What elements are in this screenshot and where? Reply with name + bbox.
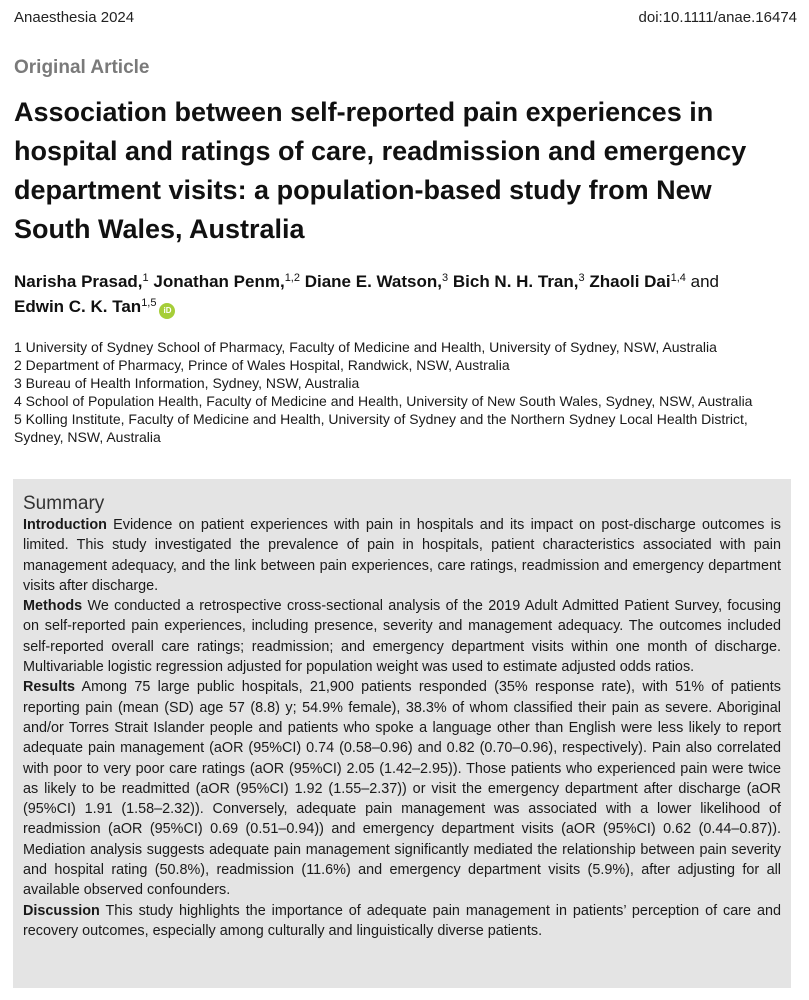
summary-results bbox=[23, 677, 781, 900]
summary-discussion bbox=[23, 901, 781, 942]
affiliation-item: 3 Bureau of Health Information, Sydney, NSW, Australia bbox=[14, 375, 360, 391]
affiliation-item: 2 Department of Pharmacy, Prince of Wales Hospital, Randwick, NSW, Australia bbox=[14, 357, 510, 373]
article-title: Association between self-reported pain experiences in hospital and ratings of care, readmission and emergency department visits: a population-based study from New South Wales, Australia bbox=[14, 97, 747, 244]
summary-methods bbox=[23, 596, 781, 677]
author-name[interactable]: Bich N. H. Tran, bbox=[452, 272, 579, 291]
affiliation-item: 4 School of Population Health, Faculty of Medicine and Health, University of New South Wales, Sydney, NSW, Australia bbox=[14, 393, 753, 409]
section-text: Among 75 large public hospitals, 21,900 patients responded (35% response rate), with 51% of patients reporting pain (mean (SD) age 57 (8.8) y; 54.9% female), 38.3% of whom classified their pain as severe. Aboriginal and/or Torres Strait Islander people and patients who spoke a language other than English were less likely to report adequate pain management (aOR (95%CI) 0.74 (0.58–0.96) and 0.82 (0.70–0.96), respectively). Pain also correlated with poor to very poor care ratings (aOR (95%CI) 2.05 (1.42–2.95)). Those patients who experienced pain were twice as likely to be readmitted (aOR (95%CI) 1.92 (1.55–2.37)) or visit the emergency department after discharge (aOR (95%CI) 1.91 (1.58–2.32)). Conversely, adequate pain management was associated with a lower likelihood of readmission (aOR (95%CI) 0.69 (0.51–0.94)) and emergency department visits (aOR (95%CI) 0.62 (0.44–0.87)). Mediation analysis suggests adequate pain management significantly mediated the relationship between pain severity and hospital rating (50.8%), readmission (11.6%) and emergency department visits (5.9%), after adjusting for all available observed confounders. bbox=[23, 679, 781, 899]
author-affiliation-marker: 3 bbox=[578, 272, 585, 284]
affiliation-item: 5 Kolling Institute, Faculty of Medicine and Health, University of Sydney and the Northern Sydney Local Health District, Sydney, NSW, Australia bbox=[14, 411, 748, 445]
author-affiliation-marker: 1,5 bbox=[141, 297, 157, 309]
section-label: Methods bbox=[23, 598, 83, 615]
affiliation-item: 1 University of Sydney School of Pharmacy, Faculty of Medicine and Health, University of Sydney, NSW, Australia bbox=[14, 339, 717, 355]
author-list bbox=[14, 269, 794, 319]
author-affiliation-marker: 3 bbox=[442, 272, 449, 284]
doi-link[interactable]: doi:10.1111/anae.16474 bbox=[638, 9, 797, 26]
section-label: Introduction bbox=[23, 517, 107, 533]
affiliation-list bbox=[14, 338, 794, 446]
author-affiliation-marker: 1 bbox=[142, 272, 149, 284]
section-text: This study highlights the importance of adequate pain management in patients’ perception of care and recovery outcomes, especially among culturally and linguistically diverse patients. bbox=[23, 902, 781, 939]
section-label: Results bbox=[23, 679, 75, 696]
summary-introduction bbox=[23, 515, 781, 596]
section-label: Discussion bbox=[23, 902, 100, 919]
author-name[interactable]: Diane E. Watson, bbox=[304, 272, 442, 291]
author-affiliation-marker: 1,2 bbox=[284, 272, 300, 284]
section-text: Evidence on patient experiences with pain in hospitals and its impact on post-discharge outcomes is limited. This study investigated the prevalence of pain in hospitals, patient characteristics associated with pain management adequacy, and the link between pain experiences, care ratings, readmission and emergency department visits after discharge. bbox=[23, 517, 782, 594]
summary-heading: Summary bbox=[23, 493, 105, 514]
section-text: We conducted a retrospective cross-sectional analysis of the 2019 Adult Admitted Patient Survey, focusing on self-reported pain experiences, including presence, severity and management adequacy. The outcomes included self-reported overall care ratings; readmission; and emergency department visits within one month of discharge. Multivariable logistic regression adjusted for population weight was used to estimate adjusted odds ratios. bbox=[23, 598, 782, 676]
orcid-icon[interactable]: iD bbox=[159, 303, 175, 319]
author-name[interactable]: Edwin C. K. Tan bbox=[14, 297, 142, 316]
authors-conjunction: and bbox=[690, 272, 719, 291]
journal-name: Anaesthesia 2024 bbox=[14, 9, 135, 26]
article-type: Original Article bbox=[14, 57, 150, 78]
author-name[interactable]: Jonathan Penm, bbox=[153, 272, 285, 291]
summary-box bbox=[13, 479, 791, 988]
author-affiliation-marker: 1,4 bbox=[670, 272, 686, 284]
author-name[interactable]: Narisha Prasad, bbox=[14, 272, 143, 291]
author-name[interactable]: Zhaoli Dai bbox=[589, 272, 671, 291]
